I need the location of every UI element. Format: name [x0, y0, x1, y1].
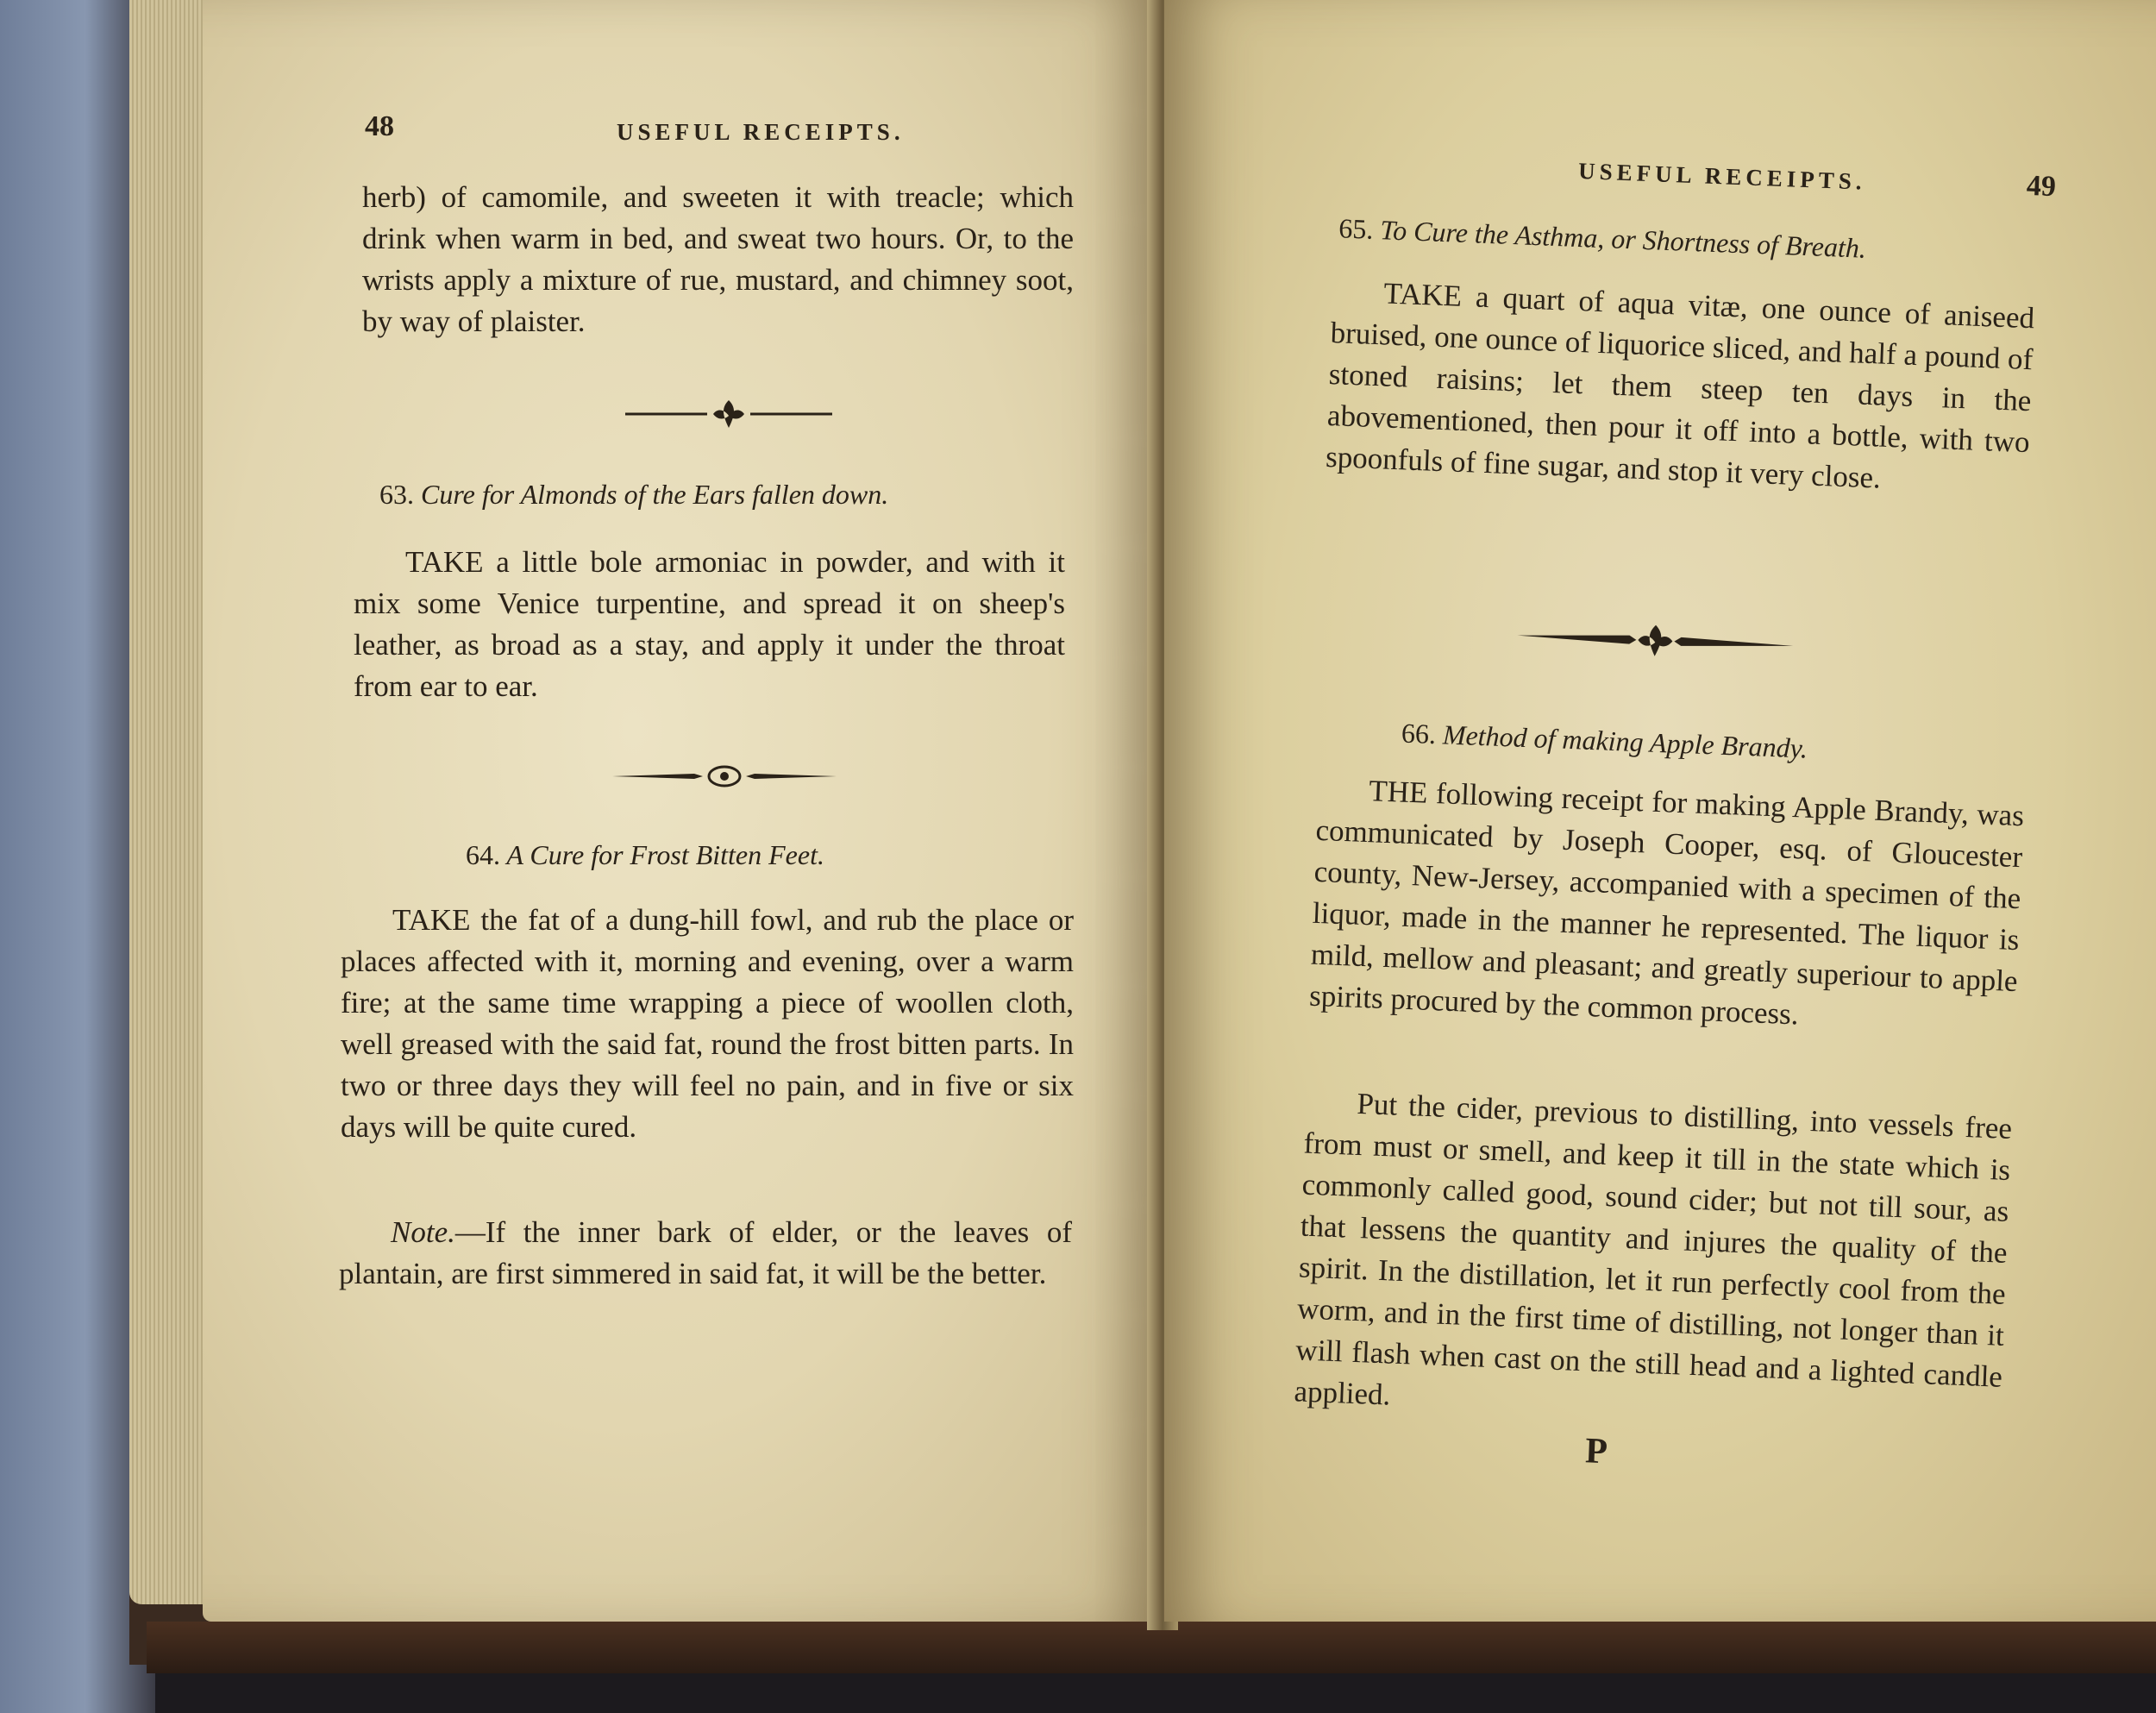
running-head: USEFUL RECEIPTS.	[617, 119, 905, 145]
right-page	[1164, 0, 2156, 1622]
recipe-65-body: TAKE a quart of aqua vitæ, one ounce of aniseed bruised, one ounce of liquorice sliced, and half a pound of stoned raisins; let them steep ten days in the abovementioned, then pour it off into a bottle, with two spoonfuls of fine sugar, and stop it very close.	[1325, 276, 2035, 495]
recipe-63-number: 63.	[379, 479, 414, 510]
recipe-64-body: TAKE the fat of a dung-hill fowl, and rub the place or places affected with it, morning and evening, over a warm fire; at the same time wrapping a piece of woollen cloth, well greased with the said fat, round the frost bitten parts. In two or three days they will feel no pain, and in five or six days will be quite cured.	[341, 903, 1074, 1144]
signature-mark: P	[1584, 1431, 1608, 1472]
recipe-66-title: Method of making Apple Brandy.	[1442, 718, 1808, 764]
recipe-66-paragraph-2: Put the cider, previous to distilling, into vessels free from must or smell, and keep it till in the state which is commonly called good, sound cider; but not till sour, as that lessens the quantity and injures the quality of the spirit. In the distillation, let it run perfectly cool from the worm, and in the first time of distilling, not longer than it will flash when cast on the still head and a lighted candle applied.	[1293, 1086, 2013, 1412]
recipe-65-heading	[1338, 212, 1867, 264]
recipe-65-number: 65.	[1338, 212, 1375, 245]
recipe-66-heading	[1401, 718, 1808, 765]
recipe-63-title: Cure for Almonds of the Ears fallen down.	[421, 479, 889, 510]
recipe-64-number: 64.	[466, 839, 500, 870]
recipe-64-note	[339, 1212, 1072, 1295]
recipe-64-heading	[466, 839, 824, 871]
recipe-65-title: To Cure the Asthma, or Shortness of Breath.	[1379, 214, 1867, 264]
recipe-64-title: A Cure for Frost Bitten Feet.	[506, 839, 824, 870]
recipe-66-number: 66.	[1401, 717, 1437, 750]
fleuron-divider-icon	[1517, 617, 1794, 665]
note-label: Note.	[391, 1215, 455, 1249]
note-text: —If the inner bark of elder, or the leaves of plantain, are first simmered in said fat, it will be the better.	[339, 1215, 1072, 1290]
recipe-66-paragraph-1: THE following receipt for making Apple Brandy, was communicated by Joseph Cooper, esq. of Gloucester county, New-Jersey, accompanied with a specimen of the liquor, made in the manner he represented. The liquor is mild, mellow and pleasant; and greatly superiour to apple spirits procured by the common process.	[1308, 774, 2025, 1032]
ornament-divider-icon	[612, 761, 837, 792]
left-page	[203, 0, 1160, 1622]
running-head: USEFUL RECEIPTS.	[1577, 157, 1867, 195]
intro-paragraph: herb) of camomile, and sweeten it with treacle; which drink when warm in bed, and sweat two hours. Or, to the wrists apply a mixture of rue, mustard, and chimney soot, by way of plaister.	[362, 180, 1074, 338]
fleuron-divider-icon	[625, 397, 832, 431]
recipe-63-body: TAKE a little bole armoniac in powder, and with it mix some Venice turpentine, and spread it on sheep's leather, as broad as a stay, and apply it under the throat from ear to ear.	[354, 545, 1065, 703]
page-number: 48	[365, 110, 394, 142]
recipe-63-heading	[379, 479, 888, 511]
page-number: 49	[2026, 169, 2057, 204]
